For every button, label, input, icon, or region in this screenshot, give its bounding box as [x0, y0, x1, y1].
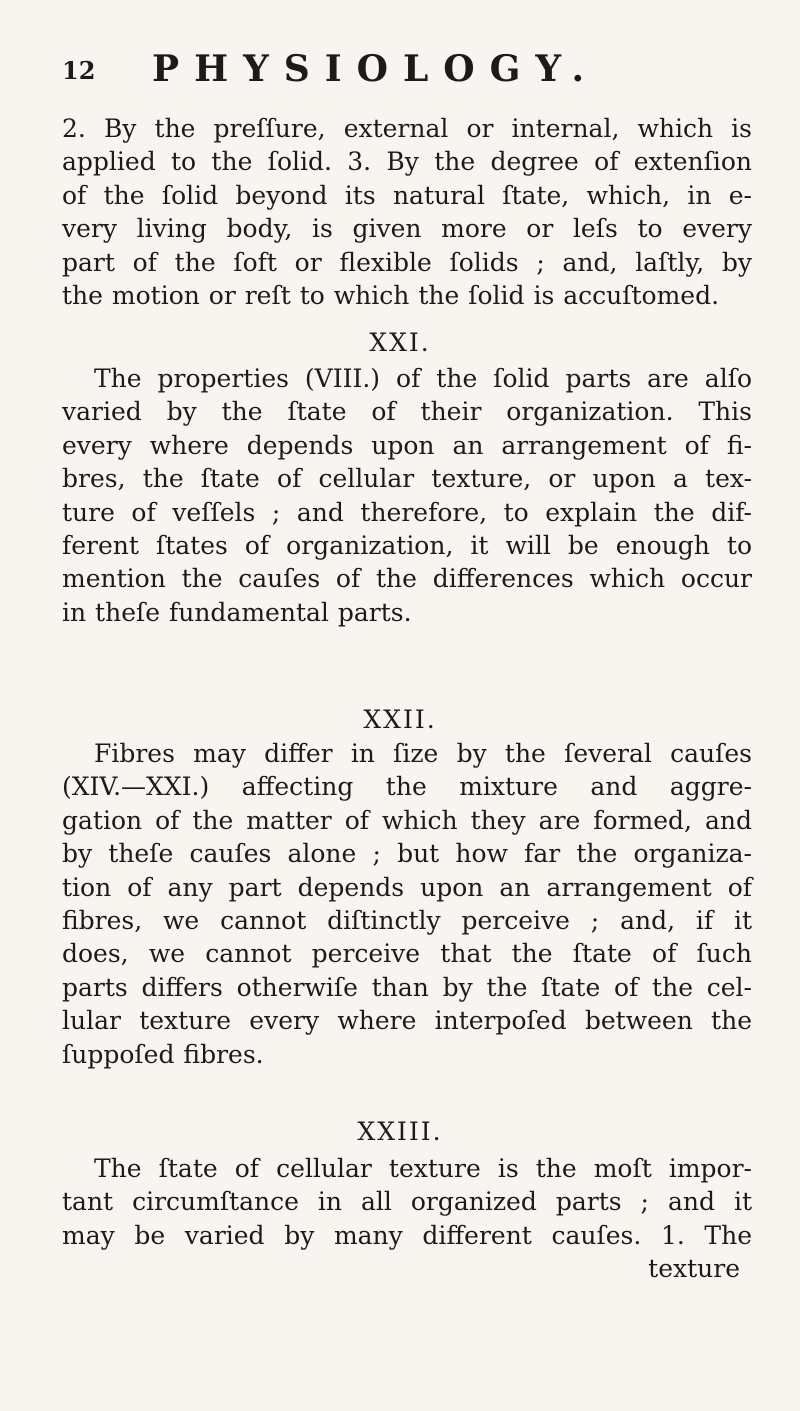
text-line: mention the cauſes of the differences which occur: [62, 564, 752, 594]
text-line: part of the ſoft or flexible ſolids ; and, laſtly, by: [62, 247, 752, 277]
text-line: (XIV.—XXI.) affecting the mixture and aggre-: [62, 772, 752, 802]
text-line: tant circumſtance in all organized parts ; and it: [62, 1187, 752, 1217]
text-line: every where depends upon an arrangement of fi-: [62, 430, 752, 460]
page-header: [62, 48, 742, 88]
text-line: in theſe fundamental parts.: [62, 597, 412, 627]
section-heading-xxiii: XXIII.: [357, 1117, 443, 1146]
text-line: applied to the ſolid. 3. By the degree of extenſion: [62, 147, 752, 177]
text-line: ture of veſſels ; and therefore, to explain the dif-: [62, 497, 752, 527]
running-title: PHYSIOLOGY.: [152, 48, 599, 90]
section-heading-xxi: XXI.: [369, 328, 431, 357]
page-number: 12: [62, 56, 96, 85]
catchword: texture: [648, 1254, 740, 1283]
text-line: very living body, is given more or leſs to every: [62, 214, 752, 244]
text-line: The ſtate of cellular texture is the moſt impor-: [94, 1154, 752, 1183]
text-line: fibres, we cannot diſtinctly perceive ; and, if it: [62, 906, 752, 936]
text-line: lular texture every where interpoſed between the: [62, 1006, 752, 1036]
text-line: by theſe cauſes alone ; but how far the organiza-: [62, 839, 752, 869]
text-line: does, we cannot perceive that the ſtate of ſuch: [62, 939, 752, 969]
text-line: ferent ſtates of organization, it will be enough to: [62, 531, 752, 561]
text-line: bres, the ſtate of cellular texture, or upon a tex-: [62, 464, 752, 494]
text-line: tion of any part depends upon an arrangement of: [62, 872, 752, 902]
text-line: gation of the matter of which they are formed, and: [62, 805, 752, 835]
paragraph-xxii: [62, 737, 752, 1071]
text-line: the motion or reſt to which the ſolid is accuſtomed.: [62, 281, 720, 311]
text-line: may be varied by many different cauſes. 1. The: [62, 1220, 752, 1250]
text-line: ſuppoſed fibres.: [62, 1039, 264, 1069]
paragraph-xxiii: [62, 1152, 752, 1252]
section-heading-xxii: XXII.: [363, 705, 437, 734]
text-line: varied by the ſtate of their organization. This: [62, 397, 752, 427]
text-line: Fibres may differ in ſize by the ſeveral cauſes: [94, 739, 752, 768]
text-line: of the ſolid beyond its natural ſtate, which, in e-: [62, 180, 752, 210]
text-line: parts differs otherwiſe than by the ſtate of the cel-: [62, 972, 752, 1002]
paragraph-xxi: [62, 362, 752, 629]
text-line: 2. By the preſſure, external or internal, which is: [62, 114, 752, 143]
text-line: The properties (VIII.) of the ſolid parts are alſo: [94, 364, 752, 393]
paragraph-continuation: [62, 112, 752, 312]
